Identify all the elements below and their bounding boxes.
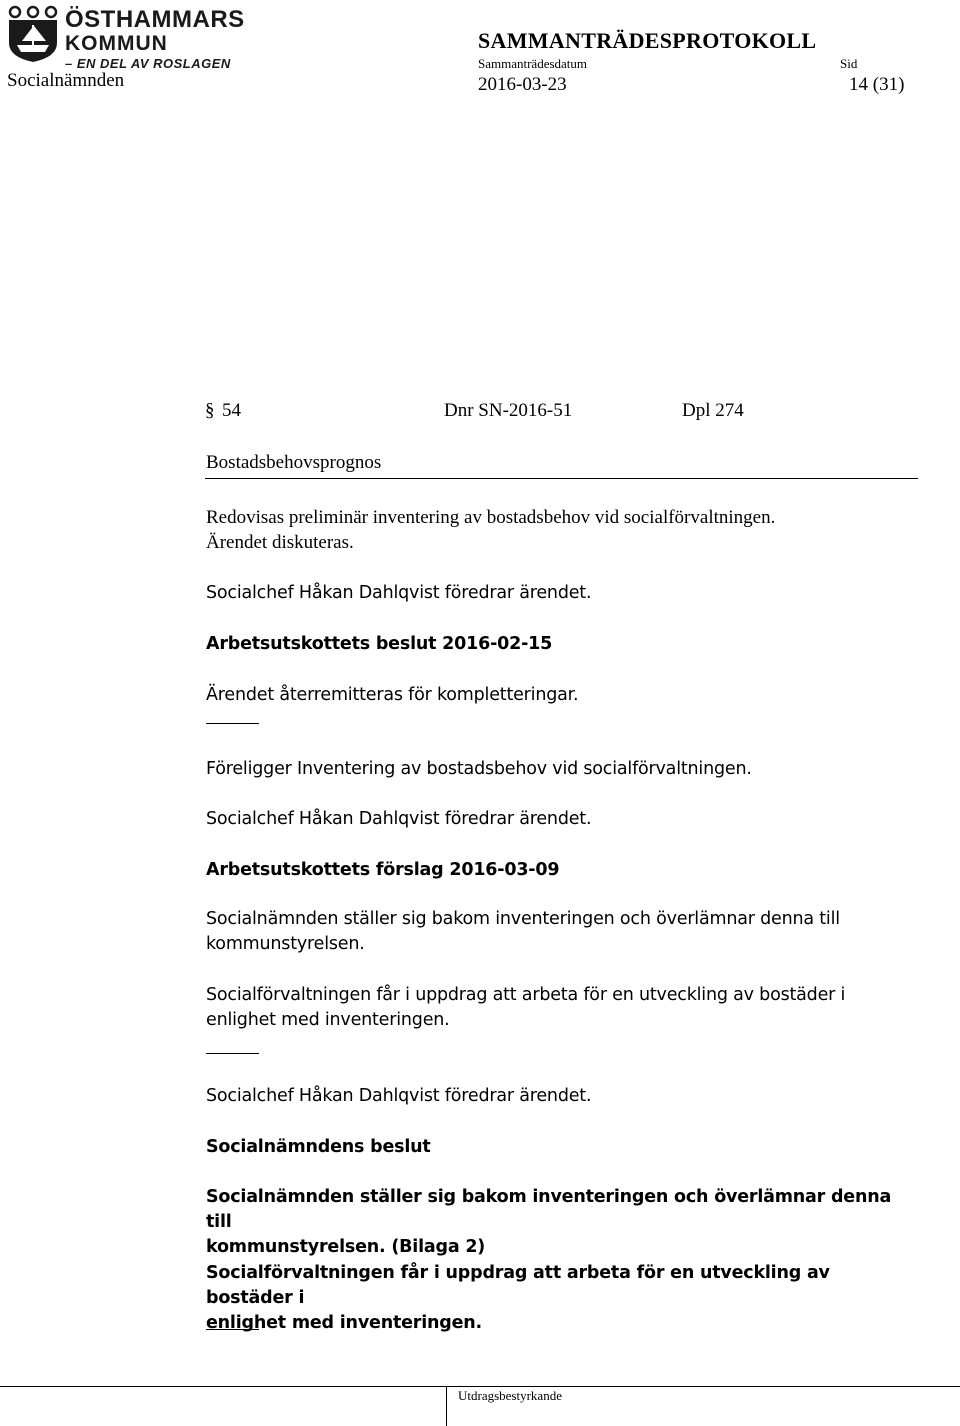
separator-line-3 (206, 1329, 259, 1330)
board-name: Socialnämnden (7, 70, 125, 91)
logo-tagline: – EN DEL AV ROSLAGEN (65, 56, 231, 71)
page-number: 14 (31) (849, 74, 905, 95)
au-decision-heading: Arbetsutskottets beslut 2016-02-15 (206, 634, 553, 654)
au-proposal-item-2-line-2: enlighet med inventeringen. (206, 1010, 450, 1030)
footer-divider (446, 1386, 447, 1426)
logo-name-line2: KOMMUN (65, 32, 168, 55)
au-proposal-item-2-line-1: Socialförvaltningen får i uppdrag att arbeta för en utveckling av bostäder i (206, 985, 846, 1005)
meeting-date-label: Sammanträdesdatum (478, 56, 588, 71)
separator-line-2 (206, 1053, 259, 1054)
au-proposal-item-2 (206, 983, 906, 1033)
section-sign: § (205, 400, 215, 421)
intro-line-1: Redovisas preliminär inventering av bostadsbehov vid socialförvaltningen. (206, 507, 776, 528)
presenter-paragraph-1: Socialchef Håkan Dahlqvist föredrar ärendet. (206, 583, 592, 603)
document-title: SAMMANTRÄDESPROTOKOLL (478, 28, 817, 53)
extract-certification-label: Utdragsbestyrkande (458, 1388, 562, 1403)
page-label: Sid (840, 56, 858, 71)
meeting-date: 2016-03-23 (478, 74, 567, 95)
subject-underline (205, 478, 918, 479)
board-decision-item-1-line-2: kommunstyrelsen. (Bilaga 2) (206, 1237, 486, 1257)
coat-of-arms-icon (5, 5, 61, 63)
section-number: 54 (222, 400, 241, 421)
item-subject: Bostadsbehovsprognos (206, 452, 382, 473)
diary-number: Dnr SN-2016-51 (444, 400, 573, 421)
au-proposal-item-1-line-2: kommunstyrelsen. (206, 934, 365, 954)
au-proposal-heading: Arbetsutskottets förslag 2016-03-09 (206, 860, 560, 880)
board-decision-item-2-line-1: Socialförvaltningen får i uppdrag att arbeta för en utveckling av bostäder i (206, 1263, 830, 1308)
board-decision-item-2 (206, 1261, 906, 1336)
intro-line-2: Ärendet diskuteras. (206, 532, 354, 553)
board-decision-item-2-line-2: enlighet med inventeringen. (206, 1313, 482, 1333)
au-proposal-item-1-line-1: Socialnämnden ställer sig bakom inventeringen och överlämnar denna till (206, 909, 840, 929)
logo-name-line1: ÖSTHAMMARS (65, 6, 245, 33)
report-paragraph: Föreligger Inventering av bostadsbehov vid socialförvaltningen. (206, 759, 752, 779)
presenter-paragraph-3: Socialchef Håkan Dahlqvist föredrar ärendet. (206, 1086, 592, 1106)
au-decision-text: Ärendet återremitteras för kompletteringar. (206, 685, 579, 705)
separator-line-1 (206, 723, 259, 724)
document-plan-number: Dpl 274 (682, 400, 744, 421)
board-decision-item-1 (206, 1185, 906, 1260)
footer-rule (0, 1386, 960, 1387)
board-decision-heading: Socialnämndens beslut (206, 1137, 431, 1157)
municipality-logo (5, 5, 245, 71)
presenter-paragraph-2: Socialchef Håkan Dahlqvist föredrar ärendet. (206, 809, 592, 829)
board-decision-item-1-line-1: Socialnämnden ställer sig bakom inventeringen och överlämnar denna till (206, 1187, 892, 1232)
au-proposal-item-1 (206, 907, 906, 957)
intro-paragraph (206, 505, 906, 555)
